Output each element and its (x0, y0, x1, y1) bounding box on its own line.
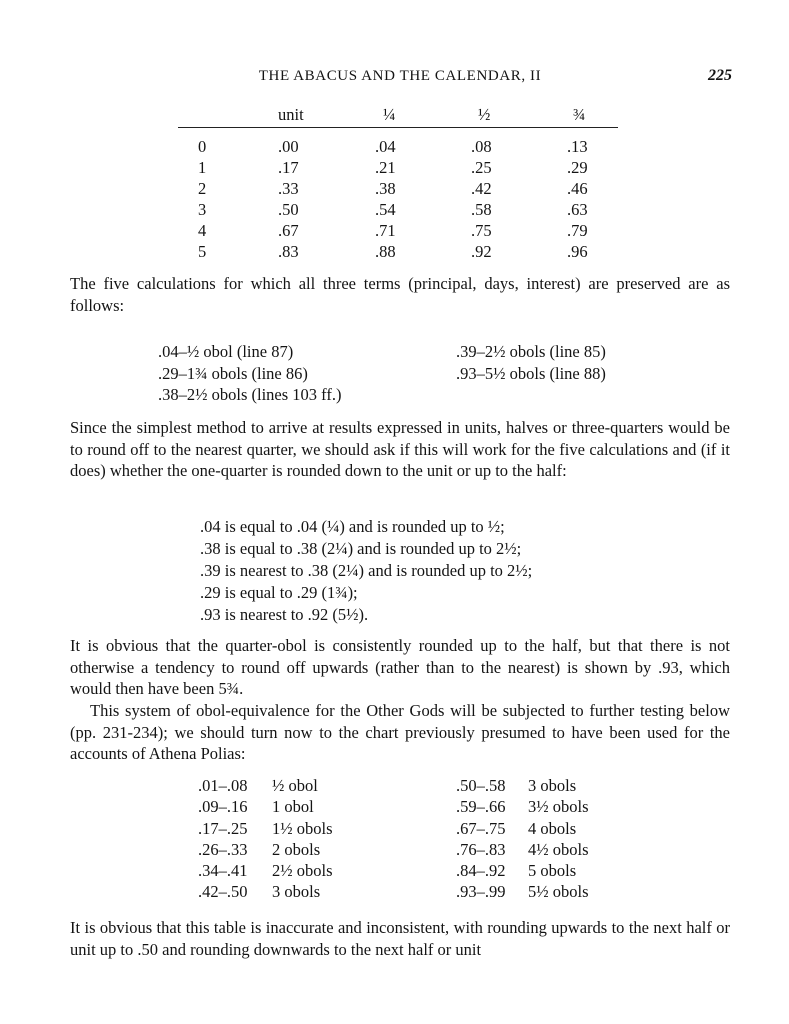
header-quarter: ¼ (383, 105, 396, 124)
table-cell: .71 (375, 221, 396, 240)
table-cell: .13 (567, 137, 588, 156)
list-item: .29 is equal to .29 (1¾); (200, 583, 358, 602)
obol-value: 4½ obols (528, 839, 589, 859)
table-row (178, 137, 618, 158)
range: .34–.41 (198, 861, 248, 881)
chart-row (198, 818, 418, 839)
chart-row (198, 796, 418, 817)
table-cell: .08 (471, 137, 492, 156)
range: .17–.25 (198, 818, 248, 838)
chart-row (456, 860, 676, 881)
table-cell: .33 (278, 179, 299, 198)
rounding-list (200, 516, 532, 626)
header-unit: unit (278, 105, 304, 124)
table-cell: .38 (375, 179, 396, 198)
range: .76–.83 (456, 839, 506, 859)
table-row (178, 179, 618, 200)
table-row (178, 158, 618, 179)
range: .93–.99 (456, 882, 506, 902)
chart-row (198, 839, 418, 860)
obol-value: 1 obol (272, 797, 314, 817)
chart-row (456, 881, 676, 902)
row-label: 2 (198, 179, 207, 198)
paragraph-2: Since the simplest method to arrive at results expressed in units, halves or three-quarters would be to round off to the nearest quarter, we should ask if this will work for the five calculations and (if it does) whether the one-quarter is rounded down to the unit or up to the half: (70, 418, 730, 480)
calc-list-right (456, 341, 606, 384)
range: .26–.33 (198, 839, 248, 859)
header-three-quarters: ¾ (573, 105, 586, 124)
row-label: 1 (198, 158, 207, 177)
table-cell: .96 (567, 242, 588, 261)
range: .59–.66 (456, 797, 506, 817)
chart-row (456, 796, 676, 817)
table-cell: .83 (278, 242, 299, 261)
paragraph-3: It is obvious that the quarter-obol is consistently rounded up to the half, but that there is not otherwise a tendency to round off upwards (rather than to the nearest) is shown by .93, which would then have been 5¾. (70, 636, 730, 698)
obol-value: 2 obols (272, 839, 321, 859)
table-cell: .79 (567, 221, 588, 240)
range: .67–.75 (456, 818, 506, 838)
obol-value: ½ obol (272, 776, 318, 795)
obol-chart-left (198, 775, 418, 903)
obol-value: 2½ obols (272, 861, 333, 881)
paragraph-1: The five calculations for which all three terms (principal, days, interest) are preserved are as follows: (70, 274, 730, 315)
row-label: 4 (198, 221, 207, 240)
obol-value: 5½ obols (528, 882, 589, 902)
range: .09–.16 (198, 797, 248, 817)
row-label: 0 (198, 137, 207, 156)
list-item: .93–5½ obols (line 88) (456, 363, 606, 383)
list-item: .04 is equal to .04 (¼) and is rounded up to ½; (200, 517, 505, 536)
obol-chart-right (456, 775, 676, 903)
table-cell: .46 (567, 179, 588, 198)
range: .84–.92 (456, 861, 506, 881)
chart-row (198, 881, 418, 902)
obol-value: 3 obols (528, 776, 577, 795)
table-row (178, 200, 618, 221)
table-cell: .92 (471, 242, 492, 261)
table-cell: .50 (278, 200, 299, 219)
chart-row (456, 818, 676, 839)
chart-row (456, 775, 676, 796)
table-row (178, 221, 618, 242)
chart-row (456, 839, 676, 860)
chart-row (198, 775, 418, 796)
list-item: .93 is nearest to .92 (5½). (200, 605, 369, 624)
table-cell: .42 (471, 179, 492, 198)
list-item: .38–2½ obols (lines 103 ff.) (158, 385, 342, 404)
obol-value: 1½ obols (272, 818, 333, 838)
table-cell: .67 (278, 221, 299, 240)
obol-value: 3 obols (272, 882, 321, 902)
obol-value: 4 obols (528, 818, 577, 838)
row-label: 3 (198, 200, 207, 219)
table-row (178, 242, 618, 263)
table-cell: .21 (375, 158, 396, 177)
table-cell: .54 (375, 200, 396, 219)
table-cell: .58 (471, 200, 492, 219)
calc-list-left (158, 341, 341, 406)
table-cell: .04 (375, 137, 396, 156)
table-rule (178, 127, 618, 128)
obol-value: 3½ obols (528, 797, 589, 817)
obol-value: 5 obols (528, 861, 577, 881)
paragraph-5: It is obvious that this table is inaccurate and inconsistent, with rounding upwards to the next half or unit up to .50 and rounding downwards to the next half or unit (70, 918, 730, 959)
range: .50–.58 (456, 776, 506, 795)
table-cell: .88 (375, 242, 396, 261)
range: .42–.50 (198, 882, 248, 902)
chart-row (198, 860, 418, 881)
list-item: .39 is nearest to .38 (2¼) and is rounded up to 2½; (200, 561, 533, 580)
paragraph-4: This system of obol-equivalence for the Other Gods will be subjected to further testing below (pp. 231-234); we should turn now to the chart previously presumed to have been used for the accounts of Athena Polias: (70, 701, 730, 763)
running-head: THE ABACUS AND THE CALENDAR, II (258, 68, 542, 84)
row-label: 5 (198, 242, 207, 261)
table-cell: .25 (471, 158, 492, 177)
table-cell: .75 (471, 221, 492, 240)
table-cell: .29 (567, 158, 588, 177)
page-number: 225 (708, 67, 732, 84)
list-item: .29–1¾ obols (line 86) (158, 363, 308, 383)
table-cell: .00 (278, 137, 299, 156)
range: .01–.08 (198, 776, 248, 795)
table-header (178, 105, 618, 129)
header-half: ½ (478, 105, 491, 124)
list-item: .04–½ obol (line 87) (158, 342, 294, 361)
list-item: .38 is equal to .38 (2¼) and is rounded up to 2½; (200, 539, 522, 558)
table-cell: .17 (278, 158, 299, 177)
list-item: .39–2½ obols (line 85) (456, 342, 606, 361)
table-cell: .63 (567, 200, 588, 219)
quarter-table (178, 105, 618, 263)
